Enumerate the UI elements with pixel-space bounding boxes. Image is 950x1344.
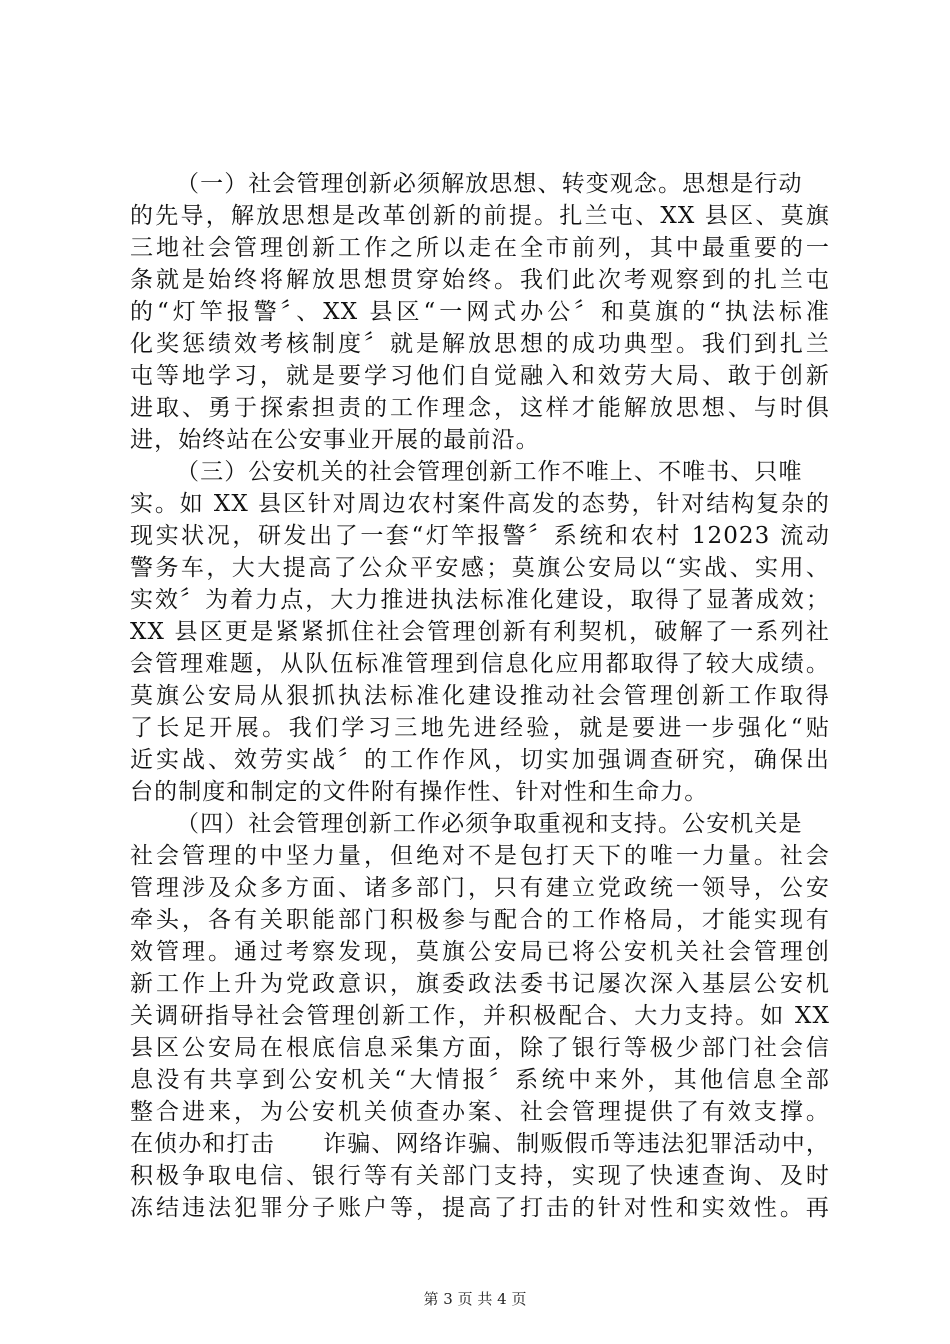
- text-line: 三地社会管理创新工作之所以走在全市前列，其中最重要的一: [130, 235, 830, 261]
- text-line: （四）社会管理创新工作必须争取重视和支持。公安机关是: [176, 811, 803, 837]
- paragraph-1: [130, 168, 830, 456]
- text-line: 息没有共享到公安机关“大情报〞系统中来外，其他信息全部: [130, 1067, 830, 1093]
- text-line: 的“灯竿报警〞、XX 县区“一网式办公〞和莫旗的“执法标准: [130, 299, 830, 325]
- text-line: 会管理难题，从队伍标准管理到信息化应用都取得了较大成绩。: [130, 651, 830, 677]
- text-line: 进，始终站在公安事业开展的最前沿。: [130, 427, 540, 453]
- text-line: 实。如 XX 县区针对周边农村案件高发的态势，针对结构复杂的: [130, 491, 830, 517]
- text-line: 关调研指导社会管理创新工作，并积极配合、大力支持。如 XX: [130, 1003, 830, 1029]
- text-line: 条就是始终将解放思想贯穿始终。我们此次考观察到的扎兰屯: [130, 267, 830, 293]
- page-number-footer: 第 3 页 共 4 页: [423, 1290, 527, 1308]
- text-line: 在侦办和打击 诈骗、网络诈骗、制贩假币等违法犯罪活动中，: [130, 1131, 830, 1157]
- text-line: 近实战、效劳实战〞的工作作风，切实加强调查研究，确保出: [130, 747, 830, 773]
- text-line: 现实状况，研发出了一套“灯竿报警〞系统和农村 12023 流动: [130, 523, 830, 549]
- paragraph-3: [130, 808, 830, 1224]
- text-line: 社会管理的中坚力量，但绝对不是包打天下的唯一力量。社会: [130, 843, 830, 869]
- text-line: 实效〞为着力点，大力推进执法标准化建设，取得了显著成效；: [130, 587, 830, 613]
- text-line: 莫旗公安局从狠抓执法标准化建设推动社会管理创新工作取得: [130, 683, 830, 709]
- paragraph-2: [130, 456, 830, 808]
- text-line: 新工作上升为党政意识，旗委政法委书记屡次深入基层公安机: [130, 971, 830, 997]
- text-line: 的先导，解放思想是改革创新的前提。扎兰屯、XX 县区、莫旗: [130, 203, 830, 229]
- text-line: 屯等地学习，就是要学习他们自觉融入和效劳大局、敢于创新: [130, 363, 830, 389]
- text-line: XX 县区更是紧紧抓住社会管理创新有利契机，破解了一系列社: [130, 619, 830, 645]
- text-line: 进取、勇于探索担责的工作理念，这样才能解放思想、与时俱: [130, 395, 830, 421]
- document-body: [130, 168, 830, 1224]
- text-line: 整合进来，为公安机关侦查办案、社会管理提供了有效支撑。: [130, 1099, 830, 1125]
- text-line: 化奖惩绩效考核制度〞就是解放思想的成功典型。我们到扎兰: [130, 331, 830, 357]
- text-line: （一）社会管理创新必须解放思想、转变观念。思想是行动: [176, 171, 803, 197]
- text-line: 了长足开展。我们学习三地先进经验，就是要进一步强化“贴: [130, 715, 830, 741]
- text-line: （三）公安机关的社会管理创新工作不唯上、不唯书、只唯: [176, 459, 803, 485]
- text-line: 效管理。通过考察发现，莫旗公安局已将公安机关社会管理创: [130, 939, 830, 965]
- text-line: 牵头，各有关职能部门积极参与配合的工作格局，才能实现有: [130, 907, 830, 933]
- text-line: 积极争取电信、银行等有关部门支持，实现了快速查询、及时: [130, 1163, 830, 1189]
- text-line: 冻结违法犯罪分子账户等，提高了打击的针对性和实效性。再: [130, 1195, 830, 1221]
- text-line: 管理涉及众多方面、诸多部门，只有建立党政统一领导，公安: [130, 875, 830, 901]
- text-line: 县区公安局在根底信息采集方面，除了银行等极少部门社会信: [130, 1035, 830, 1061]
- text-line: 警务车，大大提高了公众平安感；莫旗公安局以“实战、实用、: [130, 555, 830, 581]
- text-line: 台的制度和制定的文件附有操作性、针对性和生命力。: [130, 779, 709, 805]
